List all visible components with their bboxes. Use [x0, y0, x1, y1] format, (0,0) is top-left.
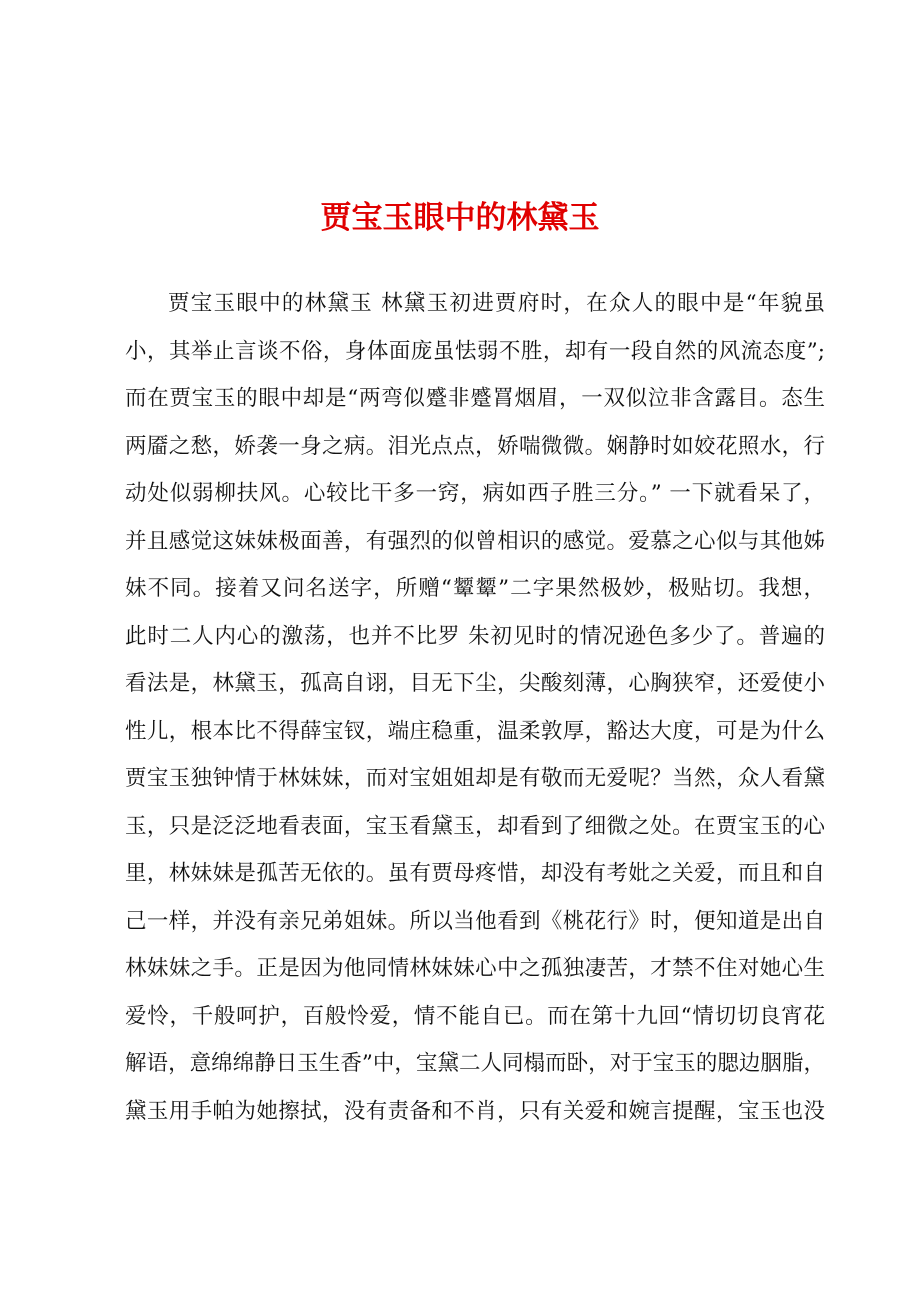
- body-line: 玉，只是泛泛地看表面，宝玉看黛玉，却看到了细微之处。在贾宝玉的心: [125, 813, 825, 839]
- body-line: 贾宝玉独钟情于林妹妹，而对宝姐姐却是有敬而无爱呢？当然，众人看黛: [125, 766, 825, 791]
- document-body: [125, 280, 825, 1135]
- body-line: 动处似弱柳扶风。心较比干多一窍，病如西子胜三分。” 一下就看呆了，: [125, 481, 825, 506]
- body-line: 爱怜，千般呵护，百般怜爱，情不能自已。而在第十九回“情切切良宵花: [125, 1003, 825, 1029]
- body-line: 两靥之愁，娇袭一身之病。泪光点点，娇喘微微。娴静时如姣花照水，行: [125, 433, 825, 459]
- body-line: 此时二人内心的激荡，也并不比罗 朱初见时的情况逊色多少了。普遍的: [125, 623, 825, 649]
- body-line: 而在贾宝玉的眼中却是“两弯似蹙非蹙罥烟眉，一双似泣非含露目。态生: [125, 386, 825, 411]
- body-line: 妹不同。接着又问名送字，所赠“颦颦”二字果然极妙，极贴切。我想，: [125, 576, 825, 601]
- document-title: 贾宝玉眼中的林黛玉: [320, 200, 600, 236]
- body-line: 贾宝玉眼中的林黛玉 林黛玉初进贾府时，在众人的眼中是“年貌虽: [168, 291, 825, 316]
- body-line: 里，林妹妹是孤苦无依的。虽有贾母疼惜，却没有考妣之关爱，而且和自: [125, 861, 825, 886]
- body-line: 并且感觉这妹妹极面善，有强烈的似曾相识的感觉。爱慕之心似与其他姊: [125, 528, 825, 554]
- body-line: 解语，意绵绵静日玉生香”中，宝黛二人同榻而卧，对于宝玉的腮边胭脂，: [125, 1051, 825, 1076]
- body-line: 己一样，并没有亲兄弟姐妹。所以当他看到《桃花行》时，便知道是出自: [125, 908, 825, 934]
- body-line: 黛玉用手帕为她擦拭，没有责备和不肖，只有关爱和婉言提醒，宝玉也没: [125, 1098, 825, 1124]
- body-line: 小，其举止言谈不俗，身体面庞虽怯弱不胜，却有一段自然的风流态度”;: [125, 338, 825, 364]
- body-line: 性儿，根本比不得薛宝钗，端庄稳重，温柔敦厚，豁达大度，可是为什么: [125, 718, 825, 744]
- body-line: 林妹妹之手。正是因为他同情林妹妹心中之孤独凄苦，才禁不住对她心生: [125, 956, 825, 981]
- body-line: 看法是，林黛玉，孤高自诩，目无下尘，尖酸刻薄，心胸狭窄，还爱使小: [125, 671, 825, 696]
